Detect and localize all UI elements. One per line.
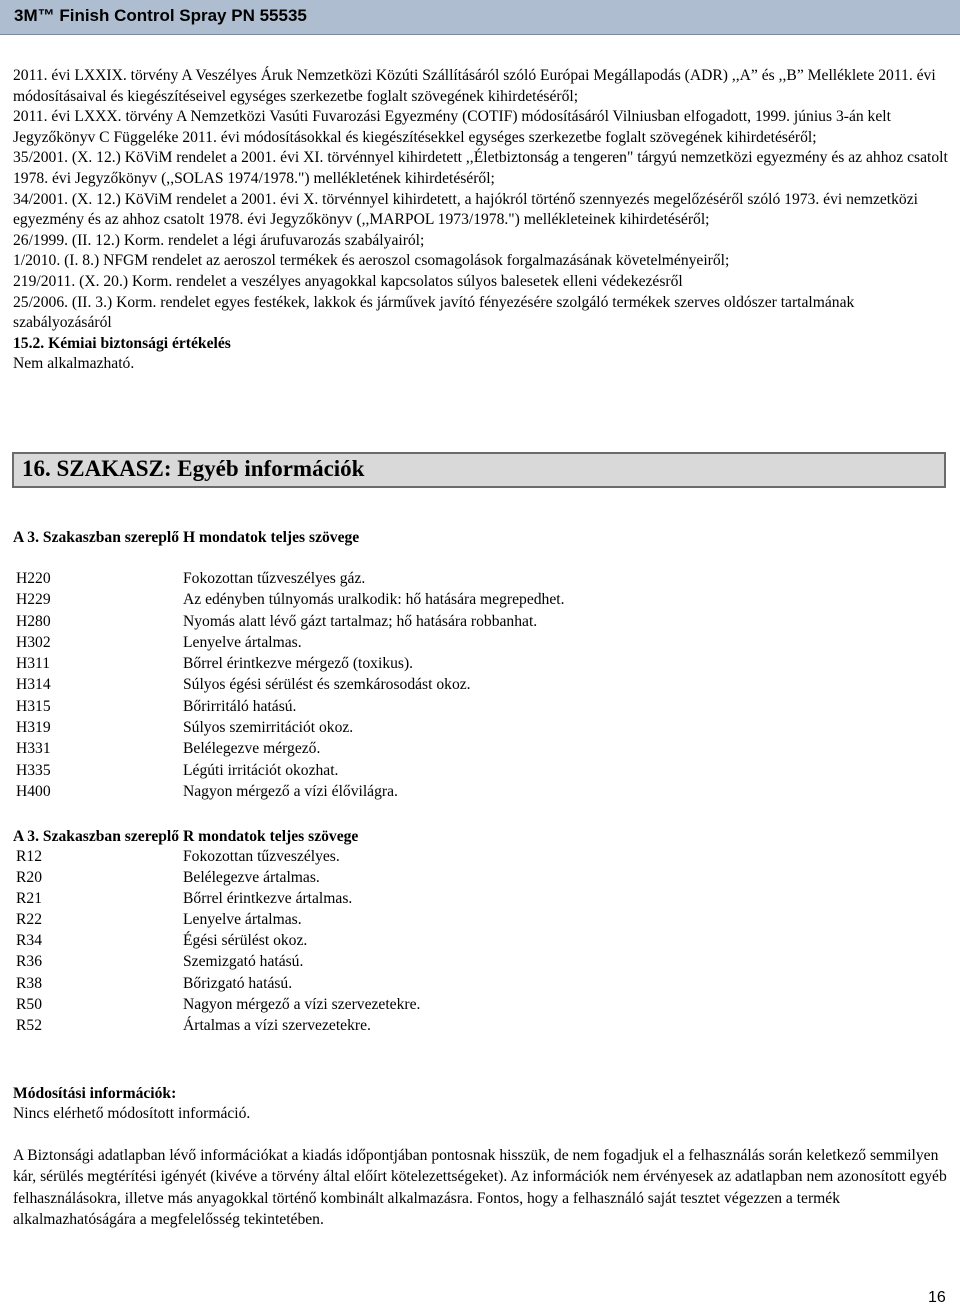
h-statement-code: H335: [16, 761, 51, 779]
r-statement-text: Bőrizgató hatású.: [183, 974, 293, 992]
h-statement-text: Súlyos szemirritációt okoz.: [183, 719, 354, 737]
regulation-item: 35/2001. (X. 12.) KöViM rendelet a 2001. évi XI. törvénnyel kihirdetett ,,Életbiztonság a tengeren" tárgyú nemzetközi egyezmény és az ahhoz csatolt 1978. évi Jegyzőkönyv (,,SOLAS 1974/1978.") mellékletének kihirdetéséről;: [13, 149, 948, 187]
regulation-item: 219/2011. (X. 20.) Korm. rendelet a veszélyes anyagokkal kapcsolatos súlyos balesetek elleni védekezésről: [13, 272, 683, 290]
h-statement-code: H311: [16, 655, 51, 673]
h-statement-text: Nyomás alatt lévő gázt tartalmaz; hő hatására robbanhat.: [183, 612, 538, 630]
r-statement-text: Szemizgató hatású.: [183, 953, 304, 971]
h-statement-text: Fokozottan tűzveszélyes gáz.: [183, 570, 366, 587]
r-statement-code: R52: [16, 1016, 42, 1034]
h-statements-heading: A 3. Szakaszban szereplő H mondatok teljes szövege: [13, 529, 360, 546]
r-statement-text: Égési sérülést okoz.: [183, 932, 308, 950]
h-statement-text: Súlyos égési sérülést és szemkárosodást okoz.: [183, 676, 471, 694]
page-number: 16: [928, 1289, 946, 1306]
regulations-list: [13, 66, 948, 375]
document-header-bar: [0, 0, 960, 35]
h-statement-text: Nagyon mérgező a vízi élővilágra.: [183, 782, 398, 800]
h-statement-code: H400: [16, 782, 51, 800]
r-statement-code: R38: [16, 974, 42, 992]
r-statement-code: R21: [16, 890, 42, 908]
h-statement-code: H315: [16, 697, 51, 715]
h-statement-text: Belélegezve mérgező.: [183, 740, 321, 758]
document-title: 3M™ Finish Control Spray PN 55535: [14, 6, 307, 25]
section-16-title: 16. SZAKASZ: Egyéb információk: [22, 456, 365, 481]
h-statement-code: H331: [16, 740, 51, 758]
section-16-heading-box: [12, 452, 946, 488]
chemical-safety-heading: 15.2. Kémiai biztonsági értékelés: [13, 334, 231, 352]
h-statement-text: Bőrrel érintkezve mérgező (toxikus).: [183, 655, 414, 673]
regulation-item: 25/2006. (II. 3.) Korm. rendelet egyes festékek, lakkok és járművek javító fényezésére szolgáló termékek szerves oldószer tartalmának szabályozásáról: [13, 293, 855, 332]
r-statement-text: Bőrrel érintkezve ártalmas.: [183, 890, 353, 908]
r-statement-text: Nagyon mérgező a vízi szervezetekre.: [183, 995, 421, 1013]
regulation-item: 2011. évi LXXX. törvény A Nemzetközi Vasúti Fuvarozási Egyezmény (COTIF) módosításáról Vilniusban elfogadott, 1999. június 3-án kelt Jegyzőkönyv C Függeléke 2011. évi módosításokkal és kiegészítésekkel egységes szerkezetbe foglalt szövegének kihirdetéséről;: [13, 108, 891, 146]
modification-text: Nincs elérhető módosított információ.: [13, 1105, 251, 1122]
r-statement-code: R36: [16, 953, 42, 971]
h-statement-code: H319: [16, 719, 51, 737]
r-statement-code: R12: [16, 848, 42, 865]
h-statement-code: H302: [16, 633, 51, 651]
regulation-item: 2011. évi LXXIX. törvény A Veszélyes Áruk Nemzetközi Közúti Szállításáról szóló Európai Megállapodás (ADR) ,,A” és ,,B” Melléklete 2011. évi módosításaival és kiegészítéseivel egységes szerkezetbe foglalt szövegének kihirdetéséről;: [13, 67, 936, 105]
r-statement-text: Belélegezve ártalmas.: [183, 869, 320, 887]
r-statement-text: Lenyelve ártalmas.: [183, 911, 302, 929]
r-statements-heading: A 3. Szakaszban szereplő R mondatok teljes szövege: [13, 828, 359, 845]
r-statement-code: R34: [16, 932, 42, 950]
h-statement-text: Bőrirritáló hatású.: [183, 697, 297, 715]
h-statement-text: Lenyelve ártalmas.: [183, 633, 302, 651]
r-statement-text: Fokozottan tűzveszélyes.: [183, 848, 340, 865]
modification-heading: Módosítási információk:: [13, 1085, 177, 1102]
h-statement-text: Az edényben túlnyomás uralkodik: hő hatására megrepedhet.: [183, 591, 565, 609]
regulation-item: 34/2001. (X. 12.) KöViM rendelet a 2001. évi X. törvénnyel kihirdetett, a hajókról történő szennyezés megelőzéséről szóló 1973. évi nemzetközi egyezmény és az ahhoz csatolt 1978. évi Jegyzőkönyv (,,MARPOL 1973/1978.") mellékleteinek kihirdetéséről;: [13, 190, 918, 229]
disclaimer-paragraph: A Biztonsági adatlapban lévő információkat a kiadás időpontjában pontosnak hisszük, de nem fogadjuk el a felhasználás során keletkező semmilyen kár, sérülés megtérítési igényét (kivéve a törvény által előírt kötelezettségeket). Az információk nem érvényesek az adatlapban nem azonosított egyéb felhasználásokra, illetve más anyagokkal történő kombinált alkalmazásra. Fontos, hogy a felhasználó saját tesztet végezzen a termék alkalmazhatóságára a megfelelősség tekintetében.: [13, 1147, 947, 1228]
r-statement-text: Ártalmas a vízi szervezetekre.: [183, 1016, 371, 1034]
h-statement-code: H314: [16, 676, 51, 694]
h-statement-code: H280: [16, 612, 51, 630]
chemical-safety-text: Nem alkalmazható.: [13, 355, 135, 373]
r-statement-code: R50: [16, 995, 42, 1013]
h-statement-code: H229: [16, 591, 51, 609]
regulation-item: 26/1999. (II. 12.) Korm. rendelet a légi árufuvarozás szabályairól;: [13, 231, 425, 249]
h-statement-code: H220: [16, 570, 51, 587]
r-statement-code: R20: [16, 869, 42, 887]
h-statement-text: Légúti irritációt okozhat.: [183, 761, 339, 779]
r-statement-code: R22: [16, 911, 42, 929]
regulation-item: 1/2010. (I. 8.) NFGM rendelet az aeroszol termékek és aeroszol csomagolások forgalmazásának követelményeiről;: [13, 252, 730, 270]
